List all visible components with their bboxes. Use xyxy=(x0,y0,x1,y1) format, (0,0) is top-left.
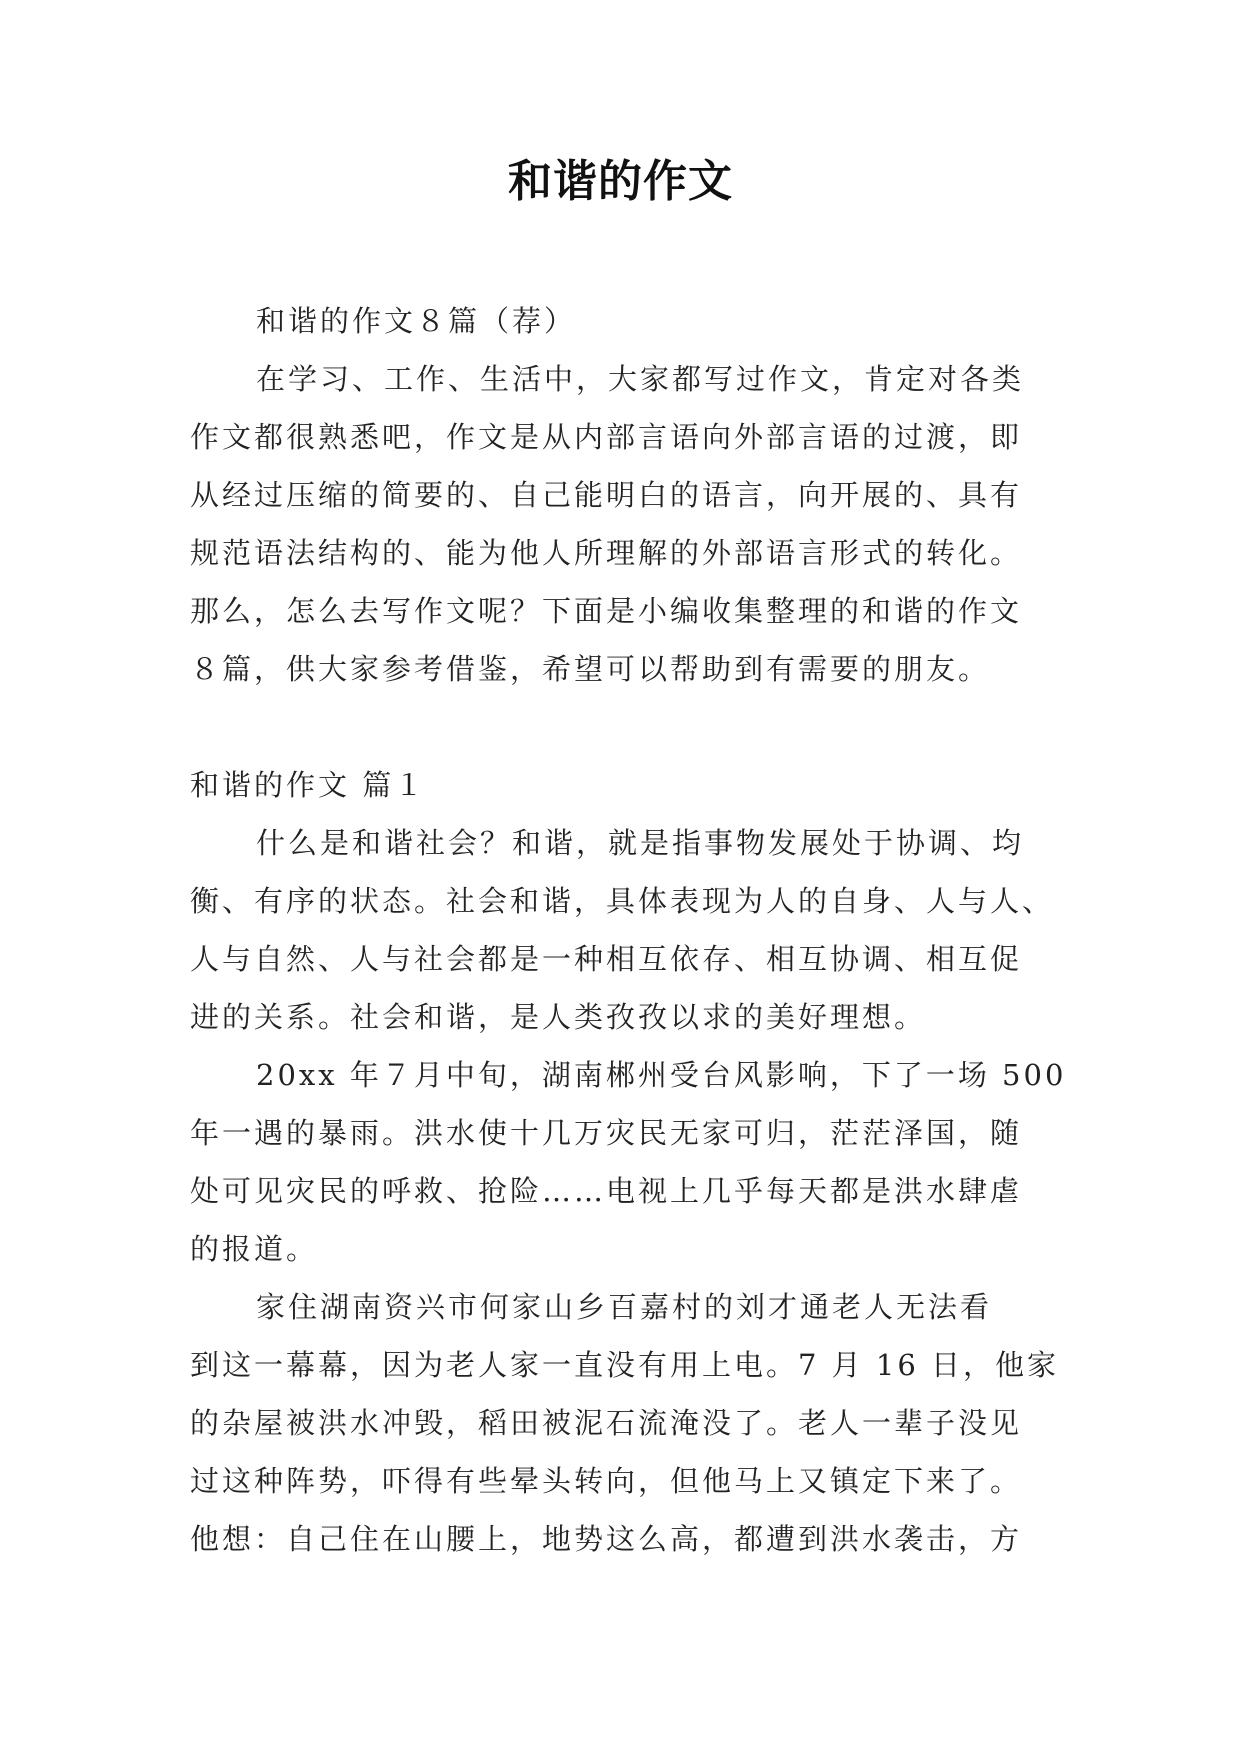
paragraph-gap xyxy=(190,698,1070,756)
text-line: 到这一幕幕，因为老人家一直没有用上电。7 月 16 日，他家 xyxy=(190,1348,1060,1382)
text-line: 家住湖南资兴市何家山乡百嘉村的刘才通老人无法看 xyxy=(256,1290,993,1324)
text-line: 的报道。 xyxy=(190,1232,319,1266)
text-line: 和谐的作文 篇１ xyxy=(190,768,427,802)
text-line: 20xx 年７月中旬，湖南郴州受台风影响，下了一场 500 xyxy=(256,1058,1067,1092)
text-line: 他想：自己住在山腰上，地势这么高，都遭到洪水袭击，方 xyxy=(190,1522,1023,1556)
text-line: 衡、有序的状态。社会和谐，具体表现为人的自身、人与人、 xyxy=(190,884,1055,918)
text-line: 处可见灾民的呼救、抢险……电视上几乎每天都是洪水肆虐 xyxy=(190,1174,1023,1208)
text-line: 年一遇的暴雨。洪水使十几万灾民无家可归，茫茫泽国，随 xyxy=(190,1116,1023,1150)
text-line: 的杂屋被洪水冲毁，稻田被泥石流淹没了。老人一辈子没见 xyxy=(190,1406,1023,1440)
text-line: 什么是和谐社会？和谐，就是指事物发展处于协调、均 xyxy=(256,826,1025,860)
text-line: 进的关系。社会和谐，是人类孜孜以求的美好理想。 xyxy=(190,1000,927,1034)
text-line: 作文都很熟悉吧，作文是从内部言语向外部言语的过渡，即 xyxy=(190,420,1023,454)
document-body xyxy=(190,292,1070,1568)
text-line: 规范语法结构的、能为他人所理解的外部语言形式的转化。 xyxy=(190,536,1023,570)
text-line: 人与自然、人与社会都是一种相互依存、相互协调、相互促 xyxy=(190,942,1023,976)
text-line: 过这种阵势，吓得有些晕头转向，但他马上又镇定下来了。 xyxy=(190,1464,1023,1498)
text-line: 和谐的作文８篇（荐） xyxy=(256,304,577,338)
text-line: ８篇，供大家参考借鉴，希望可以帮助到有需要的朋友。 xyxy=(190,652,991,686)
document-title: 和谐的作文 xyxy=(508,156,733,207)
text-line: 在学习、工作、生活中，大家都写过作文，肯定对各类 xyxy=(256,362,1025,396)
text-line: 从经过压缩的简要的、自己能明白的语言，向开展的、具有 xyxy=(190,478,1023,512)
text-line: 那么，怎么去写作文呢？下面是小编收集整理的和谐的作文 xyxy=(190,594,1023,628)
